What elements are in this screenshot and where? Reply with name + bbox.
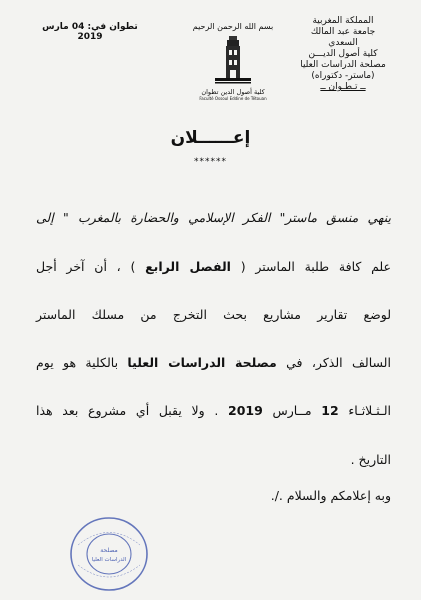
body-line-4-post: بالكلية هو يوم [36,355,119,370]
title-stars: ****** [194,157,227,167]
faculty-emblem [190,22,276,102]
programs-line: (ماستر- دكتوراه) [311,71,375,81]
kingdom-line: المملكة المغربية [312,16,374,26]
deadline-year: 2019 [228,403,263,418]
city-line: ــ تـطـوان ــ [320,82,366,92]
official-stamp-icon [68,515,150,593]
body-line-5 [36,403,391,418]
body-line-4-pre: السالف الذكر، في [286,355,391,370]
stamp-center-line-2: الدراسات العليا [91,557,127,563]
body-line-1: ينهي منسق ماستر" الفكر الإسلامي والحضارة بالمغرب " إلى [36,210,391,225]
deadline-month: مــارس [272,403,312,418]
faculty-name-fr: Faculté Ossoul Eddine de Tétouan [199,96,267,101]
closing-line: وبه إعلامكم والسلام ./. [270,488,391,503]
weekday: الـثـلاثـاء [348,403,392,418]
body-line-2-post: ) ، أن آخر أجل [36,259,136,274]
institution-header [295,16,391,93]
minaret-logo-icon [213,34,253,86]
body-line-4 [36,355,391,370]
basmala: بسم الله الرحمن الرحيم [192,22,274,31]
university-line: جامعة عبد المالك السعدي [310,27,376,48]
faculty-name: كلية أصول الدين تطوان [201,88,265,96]
stamp-center-line-1: مصلحة [100,547,118,554]
body-line-2-pre: علم كافة طلبة الماستر ( [240,259,391,274]
body-line-3: لوضع تقارير مشاريع بحث التخرج من مسلك الماستر [36,307,391,322]
office-highlight: مصلحة الدراسات العليا [127,355,277,370]
faculty-line: كلية أصول الديـــن [308,49,378,59]
date-line: تطوان في: 04 مارس 2019 [42,22,138,42]
body-line-6: التاريخ . [350,452,391,467]
body-line-5-post: . ولا يقبل أي مشروع بعد هذا [36,403,219,418]
department-line: مصلحة الدراسات العليا [300,60,386,70]
deadline-day: 12 [321,403,339,418]
body-line-2 [36,259,391,274]
semester-highlight: الفصل الرابع [145,259,231,274]
announcement-title: إعــــــلان [170,128,251,148]
